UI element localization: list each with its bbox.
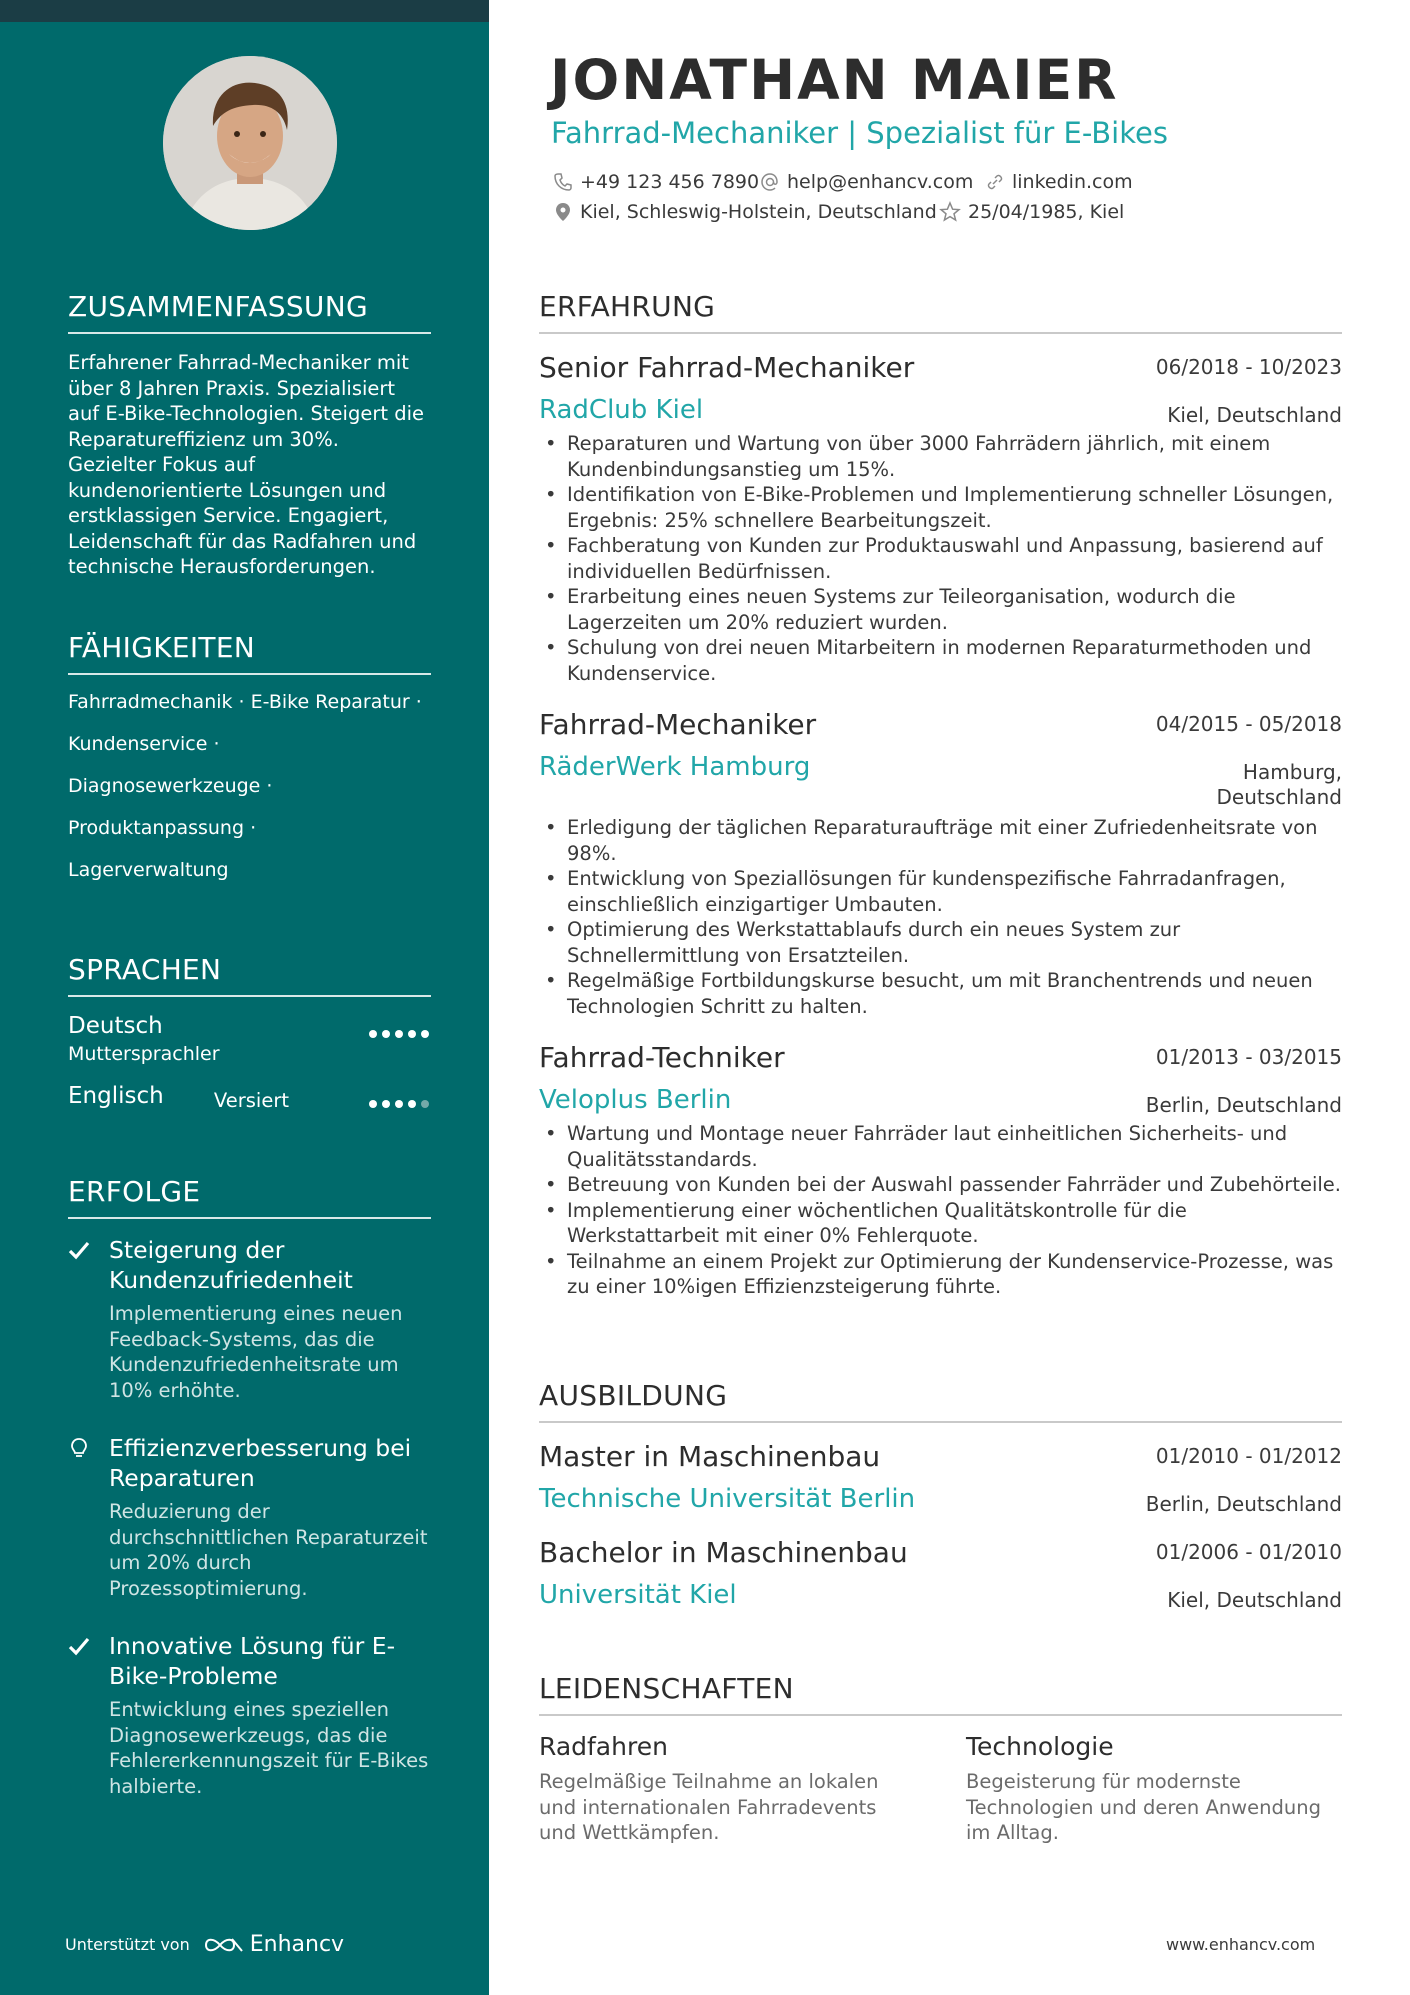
contact-link[interactable] [985,171,1133,193]
phone-icon [553,172,573,192]
bullet-item: • Wartung und Montage neuer Fahrräder laut einheitlichen Sicherheits- und Qualitätsstandards. [539,1121,1342,1172]
powered-by-label: Unterstützt von [65,1935,190,1954]
skill-item: Lagerverwaltung [68,859,229,881]
summary-heading: ZUSAMMENFASSUNG [68,290,431,334]
school-location: Berlin, Deutschland [1145,1492,1342,1516]
bullet-item: • Entwicklung von Speziallösungen für kundenspezifische Fahrradanfragen, einschließlich einzigartiger Umbauten. [539,866,1342,917]
achievements-section [68,1175,431,1799]
job-dates: 04/2015 - 05/2018 [1155,712,1342,736]
checkmark-icon [68,1635,90,1657]
bullet-item: • Identifikation von E-Bike-Problemen und Implementierung schneller Lösungen, Ergebnis: 25% schnellere Bearbeitungszeit. [539,482,1342,533]
achievement-desc: Reduzierung der durchschnittlichen Reparaturzeit um 20% durch Prozessoptimierung. [109,1500,428,1600]
enhancv-logo-icon [202,1934,246,1956]
bullet-item: • Implementierung einer wöchentlichen Qualitätskontrolle für die Werkstattarbeit mit einer 0% Fehlerquote. [539,1198,1342,1249]
profile-photo [163,56,337,230]
job-company: Veloplus Berlin [539,1085,732,1115]
job-bullets [539,815,1342,1019]
job-entry [539,351,1342,686]
job-title: Senior Fahrrad-Mechaniker [539,351,915,384]
language-row [68,1013,431,1071]
education-dates: 01/2010 - 01/2012 [1155,1444,1342,1468]
contact-phone [553,171,759,193]
at-icon [760,172,780,192]
languages-heading: SPRACHEN [68,953,431,997]
sidebar [0,0,489,1995]
passion-desc: Regelmäßige Teilnahme an lokalen und internationalen Fahrradevents und Wettkämpfen. [539,1770,879,1844]
job-location: Berlin, Deutschland [1145,1093,1342,1117]
sidebar-top-bar [0,0,489,22]
degree-title: Bachelor in Maschinenbau [539,1536,908,1569]
school-name: Universität Kiel [539,1580,737,1610]
language-rating [364,1093,429,1112]
education-heading: AUSBILDUNG [539,1379,1342,1423]
language-name: Deutsch [68,1013,163,1039]
bullet-item: • Schulung von drei neuen Mitarbeitern in modernen Reparaturmethoden und Kundenservice. [539,635,1342,686]
job-company: RäderWerk Hamburg [539,752,811,782]
language-name: Englisch [68,1083,164,1109]
education-entry [539,1536,1342,1610]
job-title: Fahrrad-Techniker [539,1041,785,1074]
skills-heading: FÄHIGKEITEN [68,631,431,675]
achievement-item [68,1235,431,1403]
skills-section [68,631,431,885]
skill-item: Diagnosewerkzeuge · [68,775,273,797]
passion-item [539,1732,909,1846]
skill-item: Produktanpassung · [68,817,257,839]
achievement-title: Innovative Lösung für E-Bike-Probleme [109,1632,396,1690]
passion-title: Technologie [966,1732,1114,1761]
summary-text: Erfahrener Fahrrad-Mechaniker mit über 8 Jahren Praxis. Spezialisiert auf E-Bike-Technologien. Steigert die Reparatureffizienz um 30%. Gezielter Fokus auf kundenorientierte Lösungen und erstklassigen Service. Engagiert, Leidenschaft für das Radfahren und technische Herausforderungen. [68,351,424,578]
bullet-item: • Teilnahme an einem Projekt zur Optimierung der Kundenservice-Prozesse, was zu einer 10%igen Effizienzsteigerung führte. [539,1249,1342,1300]
enhancv-brand: Enhancv [249,1932,345,1957]
link-text: linkedin.com [1012,171,1133,193]
education-section [539,1379,1342,1610]
language-level: Versiert [213,1089,289,1112]
bullet-item: • Optimierung des Werkstattablaufs durch ein neues System zur Schnellermittlung von Ersatzteilen. [539,917,1342,968]
achievement-item [68,1631,431,1799]
footer-url[interactable]: www.enhancv.com [1166,1935,1316,1954]
experience-heading: ERFAHRUNG [539,290,1342,334]
bullet-item: • Fachberatung von Kunden zur Produktauswahl und Anpassung, basierend auf individuellen Bedürfnissen. [539,533,1342,584]
achievement-title: Steigerung der Kundenzufriedenheit [109,1236,353,1294]
lightbulb-icon [68,1437,90,1459]
checkmark-icon [68,1239,90,1261]
candidate-role: Fahrrad-Mechaniker | Spezialist für E-Bikes [551,116,1168,150]
achievement-desc: Entwicklung eines speziellen Diagnosewerkzeugs, das die Fehlererkennungszeit für E-Bikes halbierte. [109,1698,429,1798]
email-text: help@enhancv.com [787,171,974,193]
education-entry [539,1440,1342,1514]
summary-section [68,290,431,580]
job-title: Fahrrad-Mechaniker [539,708,817,741]
bullet-item: • Betreuung von Kunden bei der Auswahl passender Fahrräder und Zubehörteile. [539,1172,1342,1198]
passion-title: Radfahren [539,1732,668,1761]
phone-text: +49 123 456 7890 [580,171,760,193]
experience-section [539,290,1342,1300]
candidate-name: JONATHAN MAIER [550,48,1119,112]
passions-heading: LEIDENSCHAFTEN [539,1672,1342,1716]
location-pin-icon [553,202,573,222]
job-bullets [539,431,1342,686]
language-level: Muttersprachler [68,1043,220,1065]
bullet-item: • Erledigung der täglichen Reparaturaufträge mit einer Zufriedenheitsrate von 98%. [539,815,1342,866]
job-entry [539,1041,1342,1300]
language-row [68,1083,431,1141]
school-location: Kiel, Deutschland [1167,1588,1342,1612]
degree-title: Master in Maschinenbau [539,1440,881,1473]
bullet-item: • Erarbeitung eines neuen Systems zur Teileorganisation, wodurch die Lagerzeiten um 20% reduziert wurden. [539,584,1342,635]
job-bullets [539,1121,1342,1300]
passion-item [966,1732,1336,1846]
job-location: Kiel, Deutschland [1167,403,1342,427]
skill-item: Fahrradmechanik · E-Bike Reparatur · [68,691,422,713]
bullet-item: • Reparaturen und Wartung von über 3000 Fahrrädern jährlich, mit einem Kundenbindungsanstieg um 15%. [539,431,1342,482]
passion-desc: Begeisterung für modernste Technologien und deren Anwendung im Alltag. [966,1770,1321,1844]
job-company: RadClub Kiel [539,395,704,425]
birth-text: 25/04/1985, Kiel [968,201,1125,223]
skill-item: Kundenservice · [68,733,220,755]
star-icon [939,201,961,223]
education-dates: 01/2006 - 01/2010 [1155,1540,1342,1564]
job-dates: 06/2018 - 10/2023 [1155,355,1342,379]
school-name: Technische Universität Berlin [539,1484,916,1514]
achievement-item [68,1433,431,1601]
link-icon [985,172,1005,192]
job-dates: 01/2013 - 03/2015 [1155,1045,1342,1069]
passions-section [539,1672,1342,1862]
achievement-title: Effizienzverbesserung bei Reparaturen [109,1434,412,1492]
job-entry [539,708,1342,1019]
location-text: Kiel, Schleswig-Holstein, Deutschland [580,201,937,223]
languages-section [68,953,431,1141]
bullet-item: • Regelmäßige Fortbildungskurse besucht, um mit Branchentrends und neuen Technologien Schritt zu halten. [539,968,1342,1019]
contact-birth [939,201,1124,223]
achievement-desc: Implementierung eines neuen Feedback-Systems, das die Kundenzufriedenheitsrate um 10% erhöhte. [109,1302,403,1402]
achievements-heading: ERFOLGE [68,1175,431,1219]
contact-location [553,201,937,223]
contact-email[interactable] [760,171,973,193]
powered-by [65,1932,344,1957]
job-location: Hamburg, Deutschland [1216,760,1342,809]
language-rating [364,1023,429,1042]
